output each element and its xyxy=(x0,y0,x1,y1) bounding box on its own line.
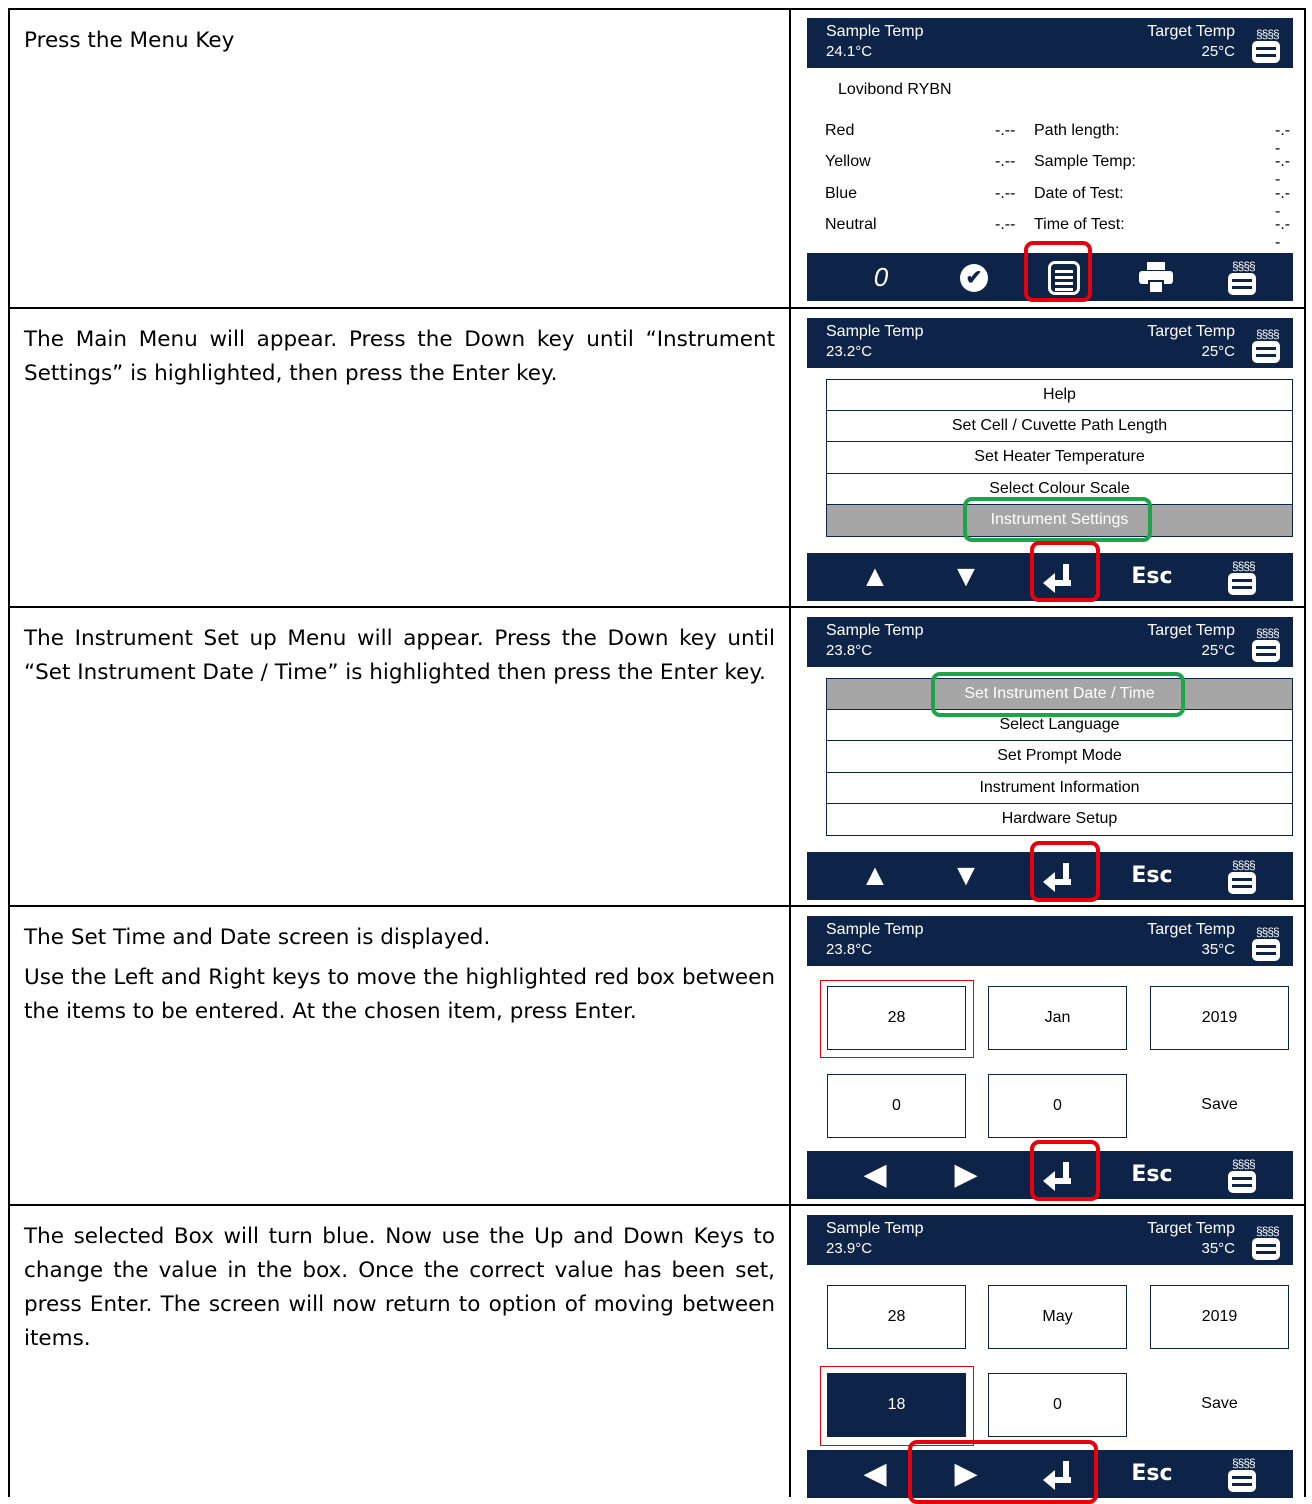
menu-item-instrument-settings[interactable]: Instrument Settings xyxy=(826,505,1293,537)
target-temp-value: 25°C xyxy=(1201,343,1235,360)
sample-temp-value: 23.8°C xyxy=(826,642,873,659)
device-screen-5 xyxy=(807,1215,1293,1498)
date-of-test-label: Date of Test: xyxy=(1034,185,1124,202)
heater-key-icon[interactable]: §§§§ xyxy=(1227,259,1257,295)
time-of-test-value: -.-- xyxy=(1275,216,1291,251)
right-key-icon[interactable]: ▶ xyxy=(954,1158,978,1191)
date-time-highlight xyxy=(931,672,1185,717)
day-box[interactable]: 28 xyxy=(827,1285,966,1349)
left-key-icon[interactable]: ◀ xyxy=(863,1457,887,1490)
menu-item-date-time[interactable]: Set Instrument Date / Time xyxy=(826,678,1293,710)
zero-key-icon[interactable]: 0 xyxy=(873,262,889,292)
step-row-3 xyxy=(8,606,1306,905)
save-option[interactable]: Save xyxy=(1201,1395,1238,1412)
left-key-icon[interactable]: ◀ xyxy=(863,1158,887,1191)
heater-key-icon[interactable]: §§§§ xyxy=(1227,559,1257,595)
sample-temp-label: Sample Temp xyxy=(826,921,924,938)
sample-temp-value: 24.1°C xyxy=(826,43,873,60)
enter-key-highlight xyxy=(1030,541,1100,602)
step-5-paragraph: The selected Box will turn blue. Now use the Up and Down Keys to change the value in the box. Once the correct value has been set, press Enter. The screen will now return to option of moving between items. xyxy=(24,1224,775,1351)
result-label-yellow: Yellow xyxy=(825,153,871,170)
path-length-label: Path length: xyxy=(1034,122,1120,139)
esc-key[interactable]: Esc xyxy=(1131,1162,1173,1187)
step-row-1 xyxy=(8,8,1306,307)
screen-header xyxy=(807,318,1293,368)
heater-icon: §§§§ xyxy=(1251,1224,1281,1260)
down-key-icon[interactable]: ▼ xyxy=(951,560,981,593)
target-temp-value: 35°C xyxy=(1201,941,1235,958)
esc-key[interactable]: Esc xyxy=(1131,1461,1173,1486)
month-box[interactable]: Jan xyxy=(988,986,1127,1050)
result-label-red: Red xyxy=(825,122,855,139)
results-panel xyxy=(807,68,1293,253)
heater-key-icon[interactable]: §§§§ xyxy=(1227,1157,1257,1193)
menu-key-highlight xyxy=(1024,241,1092,302)
device-screen-4 xyxy=(807,916,1293,1199)
sample-temp-label: Sample Temp xyxy=(826,23,924,40)
step-4-paragraph-2: Use the Left and Right keys to move the highlighted red box between the items to be entered. At the chosen item, press Enter. xyxy=(24,965,775,1024)
target-temp-label: Target Temp xyxy=(1147,921,1235,938)
menu-item-heater-temperature[interactable]: Set Heater Temperature xyxy=(826,442,1293,474)
step-row-4 xyxy=(8,905,1306,1204)
target-temp-label: Target Temp xyxy=(1147,622,1235,639)
right-key-icon[interactable]: ▶ xyxy=(954,1457,978,1490)
menu-item-colour-scale[interactable]: Select Colour Scale xyxy=(826,474,1293,506)
menu-item-instrument-information[interactable]: Instrument Information xyxy=(826,773,1293,805)
up-key-icon[interactable]: ▲ xyxy=(860,560,890,593)
heater-icon: §§§§ xyxy=(1251,27,1281,63)
instrument-settings-highlight xyxy=(963,497,1152,542)
step-3-paragraph: The Instrument Set up Menu will appear. Press the Down key until “Set Instrument Date / Time” is highlighted then press the Enter key. xyxy=(24,626,775,685)
screen-header xyxy=(807,18,1293,68)
minute-box[interactable]: 0 xyxy=(988,1074,1127,1138)
step-3-text xyxy=(10,608,791,905)
menu-item-hardware-setup[interactable]: Hardware Setup xyxy=(826,804,1293,836)
screen-header xyxy=(807,617,1293,667)
step-1-text xyxy=(10,10,791,307)
result-value-neutral: -.-- xyxy=(995,216,1016,233)
heater-key-icon[interactable]: §§§§ xyxy=(1227,1456,1257,1492)
screen-header xyxy=(807,1215,1293,1265)
up-key-icon[interactable]: ▲ xyxy=(860,859,890,892)
sample-temp-label: Sample Temp xyxy=(826,622,924,639)
down-key-icon[interactable]: ▼ xyxy=(951,859,981,892)
device-screen-2 xyxy=(807,318,1293,601)
sample-temp-label: Sample Temp xyxy=(826,1220,924,1237)
target-temp-label: Target Temp xyxy=(1147,323,1235,340)
year-box[interactable]: 2019 xyxy=(1150,1285,1289,1349)
target-temp-value: 35°C xyxy=(1201,1240,1235,1257)
target-temp-label: Target Temp xyxy=(1147,23,1235,40)
save-option[interactable]: Save xyxy=(1201,1096,1238,1113)
target-temp-value: 25°C xyxy=(1201,642,1235,659)
time-of-test-label: Time of Test: xyxy=(1034,216,1125,233)
target-temp-label: Target Temp xyxy=(1147,1220,1235,1237)
step-2-text xyxy=(10,309,791,606)
selected-item-highlight xyxy=(820,1366,974,1446)
sample-temp-value: 23.2°C xyxy=(826,343,873,360)
step-row-2 xyxy=(8,307,1306,606)
result-value-red: -.-- xyxy=(995,122,1016,139)
date-of-test-value: -.-- xyxy=(1275,185,1291,220)
sample-temp-result-label: Sample Temp: xyxy=(1034,153,1136,170)
hour-box-selected[interactable]: 18 xyxy=(827,1373,966,1437)
minute-box[interactable]: 0 xyxy=(988,1373,1127,1437)
esc-key[interactable]: Esc xyxy=(1131,564,1173,589)
selected-item-highlight xyxy=(820,980,974,1058)
check-key-icon[interactable]: ✔ xyxy=(944,253,1004,301)
step-4-paragraph-1: The Set Time and Date screen is displayed. xyxy=(24,925,491,950)
step-4-text xyxy=(10,907,791,1204)
device-screen-1 xyxy=(807,18,1293,301)
year-box[interactable]: 2019 xyxy=(1150,986,1289,1050)
result-title: Lovibond RYBN xyxy=(838,81,952,98)
print-key-icon[interactable] xyxy=(1126,253,1186,301)
enter-key-highlight xyxy=(1030,841,1100,902)
sample-temp-value: 23.8°C xyxy=(826,941,873,958)
instruction-table xyxy=(8,8,1306,1497)
result-value-blue: -.-- xyxy=(995,185,1016,202)
month-box[interactable]: May xyxy=(988,1285,1127,1349)
day-box[interactable]: 28 xyxy=(827,986,966,1050)
step-row-5 xyxy=(8,1204,1306,1497)
right-and-enter-key-highlight xyxy=(908,1440,1098,1504)
device-screen-3 xyxy=(807,617,1293,900)
menu-item-help[interactable]: Help xyxy=(826,379,1293,411)
screen-header xyxy=(807,916,1293,966)
result-label-neutral: Neutral xyxy=(825,216,877,233)
result-value-yellow: -.-- xyxy=(995,153,1016,170)
result-label-blue: Blue xyxy=(825,185,858,202)
menu-item-language[interactable]: Select Language xyxy=(826,710,1293,742)
sample-temp-label: Sample Temp xyxy=(826,323,924,340)
sample-temp-result-value: -.-- xyxy=(1275,153,1291,188)
heater-icon: §§§§ xyxy=(1251,327,1281,363)
sample-temp-value: 23.9°C xyxy=(826,1240,873,1257)
hour-box[interactable]: 0 xyxy=(827,1074,966,1138)
esc-key[interactable]: Esc xyxy=(1131,863,1173,888)
step-2-paragraph: The Main Menu will appear. Press the Down key until “Instrument Settings” is highlighted, then press the Enter key. xyxy=(24,327,775,386)
path-length-value: -.-- xyxy=(1275,122,1291,157)
menu-item-path-length[interactable]: Set Cell / Cuvette Path Length xyxy=(826,411,1293,443)
target-temp-value: 25°C xyxy=(1201,43,1235,60)
step-5-text xyxy=(10,1206,791,1497)
heater-key-icon[interactable]: §§§§ xyxy=(1227,858,1257,894)
heater-icon: §§§§ xyxy=(1251,626,1281,662)
menu-item-prompt-mode[interactable]: Set Prompt Mode xyxy=(826,741,1293,773)
heater-icon: §§§§ xyxy=(1251,925,1281,961)
enter-key-highlight xyxy=(1030,1140,1100,1201)
step-1-paragraph: Press the Menu Key xyxy=(24,28,235,53)
